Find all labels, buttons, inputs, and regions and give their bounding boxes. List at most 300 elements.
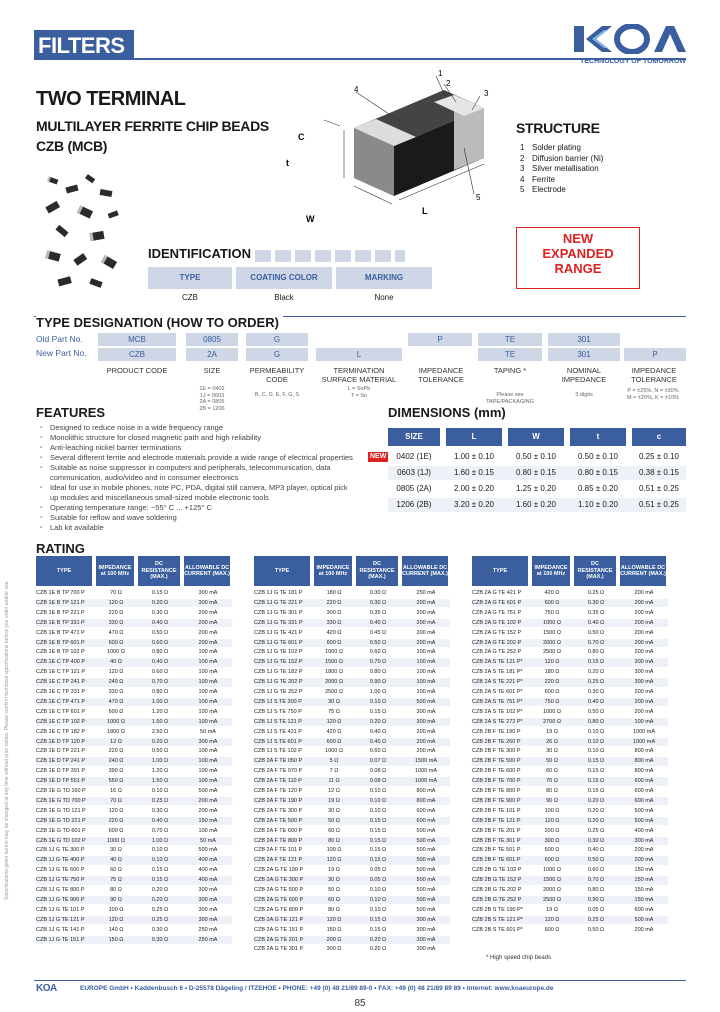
rating-row (36, 718, 232, 727)
rating-cell: 0.70 Ω (587, 639, 605, 646)
rating-row (36, 886, 232, 895)
rating-row (254, 757, 450, 766)
rating-cell: 150 Ω (326, 926, 342, 933)
old-part-box: P (408, 333, 472, 346)
rating-cell: CZB 1E G TD 700 P (36, 797, 86, 804)
rating-cell: 1500 Ω (543, 629, 561, 636)
rating-cell: CZB 2A S TE 102 P* (472, 708, 523, 715)
rating-cell: CZB 1E C TP 241 P (36, 679, 86, 686)
rating-cell: CZB 2A G TE 202 P (472, 639, 522, 646)
rating-cell: 200 mA (634, 619, 654, 626)
rating-row (254, 747, 450, 756)
rating-cell: 0.20 Ω (369, 718, 387, 725)
rating-cell: 330 Ω (108, 619, 124, 626)
rating-cell: 1000 Ω (107, 837, 125, 844)
rating-cell: 200 mA (634, 639, 654, 646)
rating-cell: CZB 2A G TE 190 P (254, 867, 304, 874)
rating-cell: 1000 Ω (543, 619, 561, 626)
rating-row (36, 876, 232, 885)
rating-cell: 500 mA (416, 906, 436, 913)
rating-row (472, 886, 668, 895)
new-part-box: G (246, 348, 308, 361)
rating-cell: 30 Ω (110, 847, 122, 854)
rating-cell: 0.25 Ω (587, 590, 605, 596)
rating-row (472, 926, 668, 935)
rating-cell: 0.10 Ω (151, 788, 169, 794)
rating-cell: 100 Ω (544, 807, 560, 814)
rating-cell: 600 mA (416, 817, 436, 824)
rating-cell: 0.30 Ω (587, 837, 605, 844)
rating-cell: 0.40 Ω (587, 847, 605, 854)
rating-cell: 600 mA (634, 906, 654, 913)
rating-cell: 0.30 Ω (369, 599, 387, 606)
rating-cell: 500 mA (634, 817, 654, 824)
rating-cell: 120 Ω (108, 807, 124, 814)
rating-cell: 500 mA (198, 788, 218, 794)
diagram-label-t: t (286, 158, 289, 168)
rating-row (36, 688, 232, 697)
rating-cell: 1000 Ω (543, 708, 561, 715)
rating-row (36, 856, 232, 865)
rating-cell: 100 mA (416, 659, 436, 666)
rating-row (36, 609, 232, 618)
rating-cell: 0.15 Ω (587, 659, 605, 666)
rating-cell: 0.40 Ω (151, 619, 169, 626)
rating-header: DC RESISTANCE (MAX.) (138, 556, 180, 586)
rating-row (254, 777, 450, 786)
rating-row (472, 817, 668, 826)
rating-cell: 200 mA (198, 629, 218, 636)
rating-cell: 500 mA (416, 857, 436, 864)
identification-title: IDENTIFICATION (148, 246, 252, 261)
rating-row (254, 678, 450, 687)
rating-cell: 800 mA (634, 768, 654, 775)
rating-cell: 100 mA (198, 748, 218, 755)
rating-row (36, 797, 232, 806)
rating-cell: CZB 1J G TE 252 P (254, 689, 303, 695)
rating-row (472, 846, 668, 855)
rating-cell: 0.10 Ω (369, 797, 387, 804)
rating-row (254, 639, 450, 648)
rating-cell: 600 mA (634, 788, 654, 794)
rating-cell: 0.35 Ω (369, 609, 387, 616)
rating-cell: 600 mA (416, 807, 436, 814)
caption-taping: TAPING * (493, 366, 527, 375)
rating-row (36, 619, 232, 628)
rating-cell: CZB 1E C TP 601 P (36, 708, 86, 715)
rating-cell: CZB 1E B TP 121 P (36, 599, 85, 606)
rating-cell: 300 mA (198, 906, 218, 913)
rating-cell: 420 Ω (326, 728, 342, 735)
rating-row (254, 827, 450, 836)
rating-cell: 100 mA (416, 689, 436, 695)
series-name: CZB (MCB) (36, 138, 108, 154)
rating-row (472, 866, 668, 875)
rating-cell: 600 Ω (544, 926, 560, 933)
rating-cell: 100 mA (416, 679, 436, 686)
rating-cell: CZB 1E G TD 102 P (36, 837, 86, 844)
rating-cell: 1000 Ω (325, 748, 343, 755)
feature-item: ▪ Operating temperature range: −55° C ... +125° C (38, 503, 358, 513)
rating-cell: 470 Ω (108, 629, 124, 636)
rating-cell: CZB 1J G TE 182 P (254, 669, 303, 676)
rating-cell: 12 Ω (110, 738, 122, 745)
rating-row (36, 827, 232, 836)
rating-row (254, 846, 450, 855)
rating-row (472, 767, 668, 776)
rating-cell: 300 Ω (326, 609, 342, 616)
rating-row (254, 906, 450, 915)
rating-row (472, 658, 668, 667)
rating-cell: CZB 2B F TE 500 P (472, 758, 521, 765)
rating-row (472, 876, 668, 885)
rating-cell: 30 Ω (328, 698, 340, 705)
rating-cell: 250 mA (198, 926, 218, 933)
rating-header: TYPE (36, 556, 92, 586)
rating-cell: 300 mA (416, 946, 436, 953)
rating-row (36, 599, 232, 608)
rating-cell: 0.30 Ω (369, 590, 387, 596)
rating-cell: 0.05 Ω (369, 867, 387, 874)
rating-cell: 150 mA (634, 867, 654, 874)
rating-cell: 0.10 Ω (587, 728, 605, 735)
rating-row (36, 787, 232, 796)
old-part-box: MCB (98, 333, 176, 346)
rating-row (254, 648, 450, 657)
rating-cell: CZB 1E G TD 601 P (36, 827, 86, 834)
rating-row (36, 648, 232, 657)
structure-item: 1 Solder plating (520, 143, 581, 152)
taping-note: Please see TAPE/PACKAGING (486, 392, 534, 405)
rating-cell: 750 Ω (544, 609, 560, 616)
rating-cell: 300 mA (634, 837, 654, 844)
rating-cell: 0.30 Ω (151, 936, 169, 943)
rating-cell: 1000 Ω (325, 649, 343, 656)
new-range-badge: NEW EXPANDED RANGE (516, 227, 640, 289)
rating-header: ALLOWABLE DC CURRENT (MAX.) (620, 556, 666, 586)
rating-cell: 500 mA (634, 807, 654, 814)
rating-cell: 600 Ω (326, 738, 342, 745)
rating-cell: 0.50 Ω (587, 926, 605, 933)
rating-cell: 100 Ω (326, 847, 342, 854)
rating-cell: 30 Ω (328, 877, 340, 884)
rating-cell: 150 mA (634, 896, 654, 903)
rating-cell: 200 mA (416, 738, 436, 745)
rating-header: TYPE (254, 556, 310, 586)
rating-cell: 60 Ω (328, 827, 340, 834)
rating-row (36, 658, 232, 667)
rating-cell: CZB 2A S TE 272 P* (472, 718, 523, 725)
dim-header-w: W (508, 428, 564, 446)
rating-cell: CZB 2B F TE 300 P (472, 748, 521, 755)
rating-row (472, 797, 668, 806)
rating-row (36, 896, 232, 905)
rating-header: DC RESISTANCE (MAX.) (574, 556, 616, 586)
page-number: 85 (354, 998, 366, 1009)
rating-cell: 0.20 Ω (587, 669, 605, 676)
structure-item: 5 Electrode (520, 185, 566, 194)
caption-permeability: PERMEABILITY CODE (249, 366, 305, 384)
rating-cell: 80 Ω (546, 788, 558, 794)
rating-cell: 0.20 Ω (587, 807, 605, 814)
ident-value-coating: Black (274, 293, 294, 302)
rating-cell: 0.50 Ω (151, 748, 169, 755)
rating-cell: 200 mA (416, 639, 436, 646)
rating-row (36, 817, 232, 826)
rating-cell: 100 mA (198, 718, 218, 725)
rating-row (254, 688, 450, 697)
rating-row (36, 589, 232, 598)
dim-cell: 1.60 ± 0.20 (516, 500, 556, 509)
rating-cell: 0.15 Ω (151, 867, 169, 874)
rating-row (36, 936, 232, 945)
rating-cell: 0.05 Ω (587, 906, 605, 913)
rating-cell: 0.25 Ω (587, 916, 605, 923)
disclaimer: Specifications given herein may be changed at any time without prior notice. Please confirm technical specifications before you order and/or use. (4, 580, 10, 900)
rating-cell: 150 mA (198, 817, 218, 824)
rating-cell: 200 mA (416, 728, 436, 735)
rating-cell: CZB 2A G TE 301 P (254, 946, 304, 953)
rating-row (472, 856, 668, 865)
new-part-label: New Part No. (36, 348, 87, 358)
rating-cell: CZB 2B F TE 301 P (472, 837, 521, 844)
rating-row (472, 906, 668, 915)
rating-cell: 70 Ω (546, 778, 558, 785)
brand-tagline: TECHNOLOGY OF TOMORROW (580, 58, 686, 65)
rating-cell: 0.25 Ω (151, 797, 169, 804)
rating-cell: CZB 2A F TE 800 P (254, 837, 303, 844)
rating-cell: CZB 1J S TE 300 P (254, 698, 302, 705)
rating-cell: 100 mA (634, 718, 654, 725)
feature-item: ▪ Designed to reduce noise in a wide frequency range (38, 423, 358, 433)
rating-cell: CZB 1J S TE 102 P (254, 748, 302, 755)
rating-cell: 2500 Ω (543, 649, 561, 656)
rating-cell: 120 Ω (544, 916, 560, 923)
structure-title: STRUCTURE (516, 120, 600, 136)
rating-row (36, 629, 232, 638)
rating-cell: 300 mA (198, 916, 218, 923)
section-tab (34, 30, 134, 60)
rating-cell: CZB 1J G TE 400 P (36, 857, 85, 864)
rating-cell: 0.90 Ω (587, 896, 605, 903)
rating-cell: 1000 mA (414, 768, 437, 775)
rating-cell: 75 Ω (110, 877, 122, 884)
new-part-box: 301 (548, 348, 620, 361)
rating-cell: CZB 1E D TP 120 P (36, 738, 86, 745)
rating-cell: 0.70 Ω (151, 679, 169, 686)
rating-cell: 0.50 Ω (369, 639, 387, 646)
rating-cell: 200 mA (634, 599, 654, 606)
rating-cell: CZB 1J G TE 181 P (254, 590, 303, 596)
rating-cell: 200 mA (198, 639, 218, 646)
rating-cell: CZB 2A F TE 190 P (254, 797, 303, 804)
rating-cell: 1500 Ω (543, 877, 561, 884)
old-part-box: TE (478, 333, 542, 346)
rating-cell: 240 Ω (108, 758, 124, 765)
rating-cell: 0.40 Ω (587, 698, 605, 705)
rating-cell: 200 mA (416, 609, 436, 616)
old-part-box: G (246, 333, 308, 346)
rating-row (254, 936, 450, 945)
rating-cell: 200 mA (198, 619, 218, 626)
dim-row (388, 482, 686, 496)
rating-cell: 120 Ω (108, 916, 124, 923)
rating-row (36, 738, 232, 747)
rating-cell: CZB 1E G TD 121 P (36, 807, 86, 814)
rating-cell: 220 Ω (108, 817, 124, 824)
feature-item: ▪ Suitable for reflow and wave soldering (38, 513, 358, 523)
section-label: FILTERS (38, 33, 125, 58)
rating-row (472, 648, 668, 657)
rating-cell: CZB 2A G TE 252 P (472, 649, 522, 656)
rating-cell: 400 mA (198, 867, 218, 874)
rating-cell: 200 mA (634, 629, 654, 636)
rating-cell: 19 Ω (328, 867, 340, 874)
rating-row (472, 747, 668, 756)
rating-cell: CZB 2B S TE 121 P* (472, 916, 523, 923)
rating-cell: 300 mA (198, 887, 218, 893)
rating-cell: CZB 1J G TE 750 P (36, 877, 85, 884)
dim-cell: 1.00 ± 0.10 (454, 452, 494, 461)
rating-cell: 300 mA (416, 926, 436, 933)
caption-impedance-tolerance-2: IMPEDANCE TOLERANCE (631, 366, 677, 384)
rating-cell: 100 mA (416, 669, 436, 676)
rating-cell: 100 mA (198, 659, 218, 666)
new-size-tag: NEW (370, 453, 387, 460)
structure-item: 3 Silver metallisation (520, 164, 599, 173)
rating-row (254, 609, 450, 618)
dim-row (388, 466, 686, 480)
rating-cell: 500 mA (416, 896, 436, 903)
rating-cell: 300 mA (634, 659, 654, 666)
rating-cell: CZB 1E D TP 391 P (36, 768, 86, 775)
rating-cell: 250 mA (416, 590, 436, 596)
rating-cell: CZB 2B F TE 190 P (472, 728, 521, 735)
rating-cell: CZB 1J G TE 141 P (36, 926, 85, 933)
rating-cell: 420 Ω (326, 629, 342, 636)
rating-row (254, 589, 450, 598)
rating-cell: 200 mA (634, 926, 654, 933)
rating-cell: CZB 2A G TE 601 P (472, 599, 522, 606)
rating-cell: 1000 mA (632, 738, 655, 745)
rating-cell: 0.15 Ω (587, 768, 605, 775)
rating-cell: CZB 2A S TE 221 P* (472, 679, 523, 686)
rating-cell: CZB 1J S TE 421 P (254, 728, 302, 735)
rating-cell: 200 mA (634, 708, 654, 715)
rating-cell: CZB 1E C TP 102 P (36, 718, 86, 725)
rating-cell: 500 mA (416, 877, 436, 884)
rating-cell: 800 mA (634, 758, 654, 765)
rating-row (36, 639, 232, 648)
rating-cell: CZB 1E B TP 221 P (36, 609, 85, 616)
rating-cell: 1.00 Ω (151, 758, 169, 765)
rating-cell: 1.00 Ω (369, 689, 387, 695)
ident-value-marking: None (374, 293, 394, 302)
rating-cell: 0.10 Ω (151, 847, 169, 854)
rating-cell: 300 mA (634, 679, 654, 686)
rating-cell: 26 Ω (546, 738, 558, 745)
rating-row (254, 738, 450, 747)
diagram-label-4: 4 (354, 85, 359, 94)
rating-cell: 2.50 Ω (151, 728, 169, 735)
rating-row (254, 817, 450, 826)
caption-impedance-tolerance: IMPEDANCE TOLERANCE (418, 366, 464, 384)
rating-cell: 0.05 Ω (369, 877, 387, 884)
rating-cell: 0.25 Ω (151, 916, 169, 923)
rating-row (254, 629, 450, 638)
rating-row (472, 807, 668, 816)
rating-cell: CZB 2A F TE 600 P (254, 827, 303, 834)
rating-cell: 0.25 Ω (587, 827, 605, 834)
rating-row (36, 767, 232, 776)
rating-cell: CZB 2A F TE 101 P (254, 847, 303, 854)
rating-cell: CZB 1J G TE 151 P (36, 936, 85, 943)
rating-row (472, 787, 668, 796)
rating-cell: 0.15 Ω (369, 708, 387, 715)
rating-row (254, 837, 450, 846)
rating-cell: 100 mA (198, 698, 218, 705)
stripe-decoration (255, 250, 405, 262)
rating-cell: 200 mA (634, 698, 654, 705)
old-part-box: 301 (548, 333, 620, 346)
rating-cell: CZB 2B F TE 121 P (472, 817, 521, 824)
features-title: FEATURES (36, 405, 106, 420)
dim-cell: 2.00 ± 0.20 (454, 484, 494, 493)
rating-cell: 2000 Ω (543, 887, 561, 893)
dim-cell: 0.38 ± 0.15 (639, 468, 679, 477)
diagram-label-l: L (422, 206, 428, 216)
rating-cell: 0.20 Ω (151, 738, 169, 745)
rating-cell: 2700 Ω (543, 718, 561, 725)
rating-cell: CZB 2A F TE 500 P (254, 817, 303, 824)
page-subtitle: MULTILAYER FERRITE CHIP BEADS (36, 118, 269, 134)
rating-cell: 0.30 Ω (151, 926, 169, 933)
rating-cell: 60 Ω (110, 867, 122, 874)
rating-cell: 30 Ω (328, 807, 340, 814)
rating-cell: 150 mA (634, 887, 654, 893)
rating-row (472, 896, 668, 905)
rating-cell: 400 mA (198, 857, 218, 864)
rating-cell: CZB 1E D TP 551 P (36, 778, 86, 785)
rating-cell: CZB 1J G TE 102 P (254, 649, 303, 656)
page-title: TWO TERMINAL (36, 88, 186, 110)
rating-cell: CZB 2A G TE 751 P (472, 609, 522, 616)
rating-cell: CZB 2A F TE 120 P (254, 788, 303, 794)
rating-cell: 0.20 Ω (369, 936, 387, 943)
rating-row (36, 747, 232, 756)
rating-cell: 0.10 Ω (369, 906, 387, 913)
rating-row (472, 609, 668, 618)
rating-row (254, 668, 450, 677)
rating-cell: 0.15 Ω (369, 837, 387, 844)
new-part-box: TE (478, 348, 542, 361)
rating-row (254, 896, 450, 905)
rating-cell: 0.15 Ω (587, 778, 605, 785)
rating-cell: CZB 1E B TP 102 P (36, 649, 85, 656)
rating-row (472, 757, 668, 766)
rating-cell: CZB 1E C TP 471 P (36, 698, 86, 705)
rating-cell: 600 Ω (108, 639, 124, 646)
rating-cell: CZB 2B G TE 252 P (472, 896, 522, 903)
rating-cell: CZB 2A S TE 601 P* (472, 689, 523, 695)
rating-cell: 0.50 Ω (587, 708, 605, 715)
rating-row (472, 718, 668, 727)
rating-row (472, 728, 668, 737)
dim-cell: 0.50 ± 0.10 (578, 452, 618, 461)
rating-cell: 300 mA (416, 916, 436, 923)
rating-cell: 500 mA (198, 847, 218, 854)
rating-cell: 7 Ω (329, 768, 339, 775)
